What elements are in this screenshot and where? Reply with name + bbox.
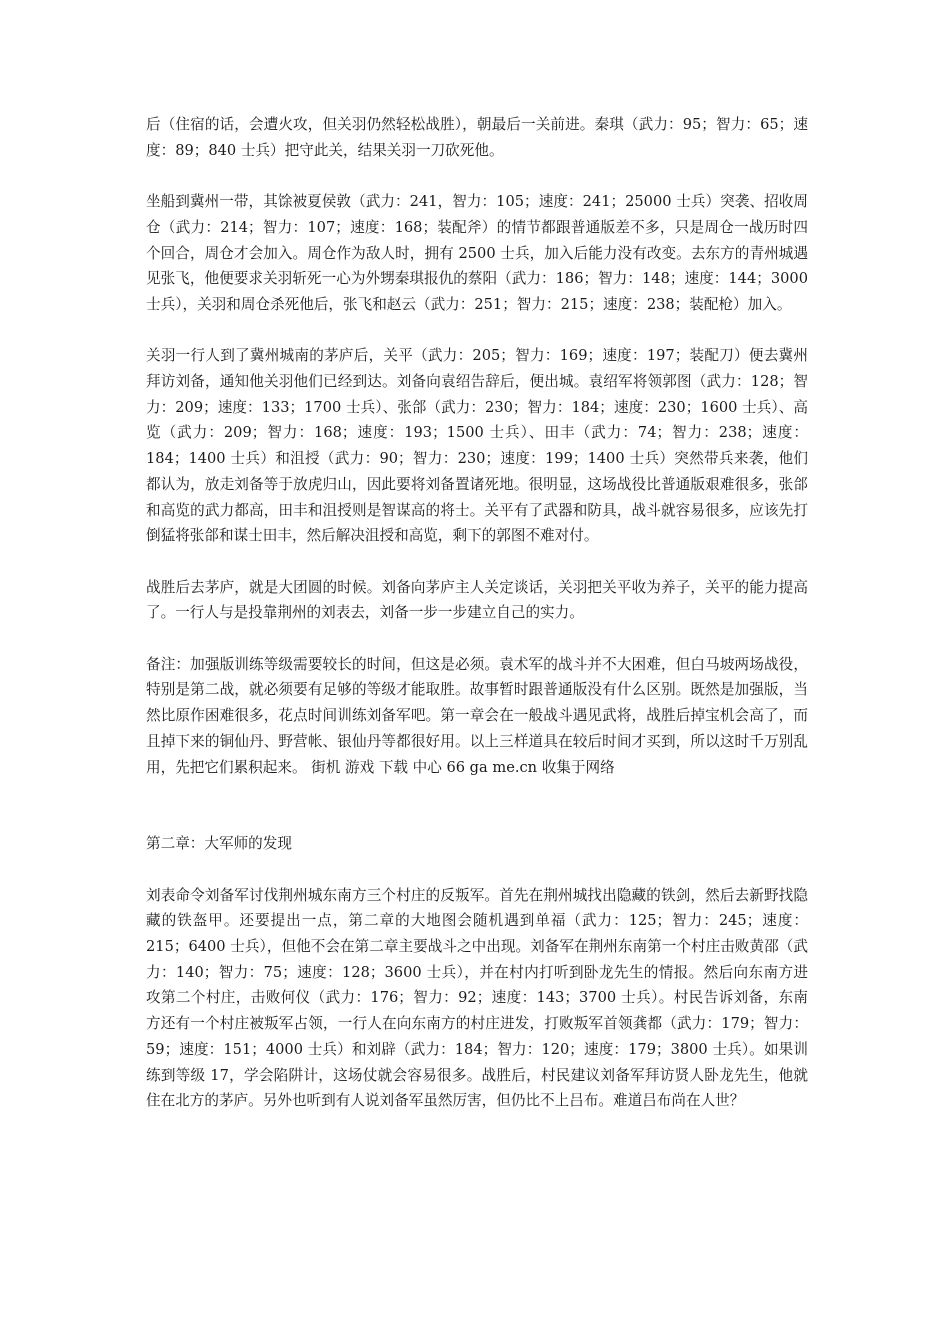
paragraph-jizhou-journey: 坐船到冀州一带，其馀被夏侯敦（武力：241，智力：105；速度：241；25000 士兵）突袭、招收周仓（武力：214；智力：107；速度：168；装配斧）的情节都跟普通版差不多，只是周仓一战历时四个回合，周仓才会加入。周仓作为敌人时，拥有 2500 士兵，加入后能力没有改变。去东方的青州城遇见张飞，他便要求关羽斩死一心为外甥秦琪报仇的蔡阳（武力：186；智力：148；速度：144；3000 士兵），关羽和周仓杀死他后，张飞和赵云（武力：251；智力：215；速度：238；装配枪）加入。	[146, 193, 808, 313]
chapter-2-body: 刘表命令刘备军讨伐荆州城东南方三个村庄的反叛军。首先在荆州城找出隐藏的铁剑，然后去新野找隐藏的铁盔甲。还要提出一点，第二章的大地图会随机遇到单福（武力：125；智力：245；速度：215；6400 士兵），但他不会在第二章主要战斗之中出现。刘备军在荆州东南第一个村庄击败黄邵（武力：140；智力：75；速度：128；3600 士兵），并在村内打听到卧龙先生的情报。然后向东南方进攻第二个村庄，击败何仪（武力：176；智力：92；速度：143；3700 士兵）。村民告诉刘备，东南方还有一个村庄被叛军占领，一行人在向东南方的村庄进发，打败叛军首领龚都（武力：179；智力：59；速度：151；4000 士兵）和刘辟（武力：184；智力：120；速度：179；3800 士兵）。如果训练到等级 17，学会陷阱计，这场仗就会容易很多。战胜后，村民建议刘备军拜访贤人卧龙先生，他就住在北方的茅庐。另外也听到有人说刘备军虽然厉害，但仍比不上吕布。难道吕布尚在人世？	[146, 886, 808, 1110]
paragraph-guanping-battle: 关羽一行人到了冀州城南的茅庐后，关平（武力：205；智力：169；速度：197；装配刀）便去冀州拜访刘备，通知他关羽他们已经到达。刘备向袁绍告辞后，便出城。袁绍军将领郭图（武力：128；智力：209；速度：133；1700 士兵）、张郃（武力：230；智力：184；速度：230；1600 士兵）、高览（武力：209；智力：168；速度：193；1500 士兵）、田丰（武力：74；智力：238；速度：184；1400 士兵）和沮授（武力：90；智力：230；速度：199；1400 士兵）突然带兵来袭，他们都认为，放走刘备等于放虎归山，因此要将刘备置诸死地。很明显，这场战役比普通版艰难很多，张郃和高览的武力都高，田丰和沮授则是智谋高的将士。关平有了武器和防具，战斗就容易很多，应该先打倒猛将张郃和谋士田丰，然后解决沮授和高览，剩下的郭图不难对付。	[146, 347, 808, 545]
chapter-2-title: 第二章：大军师的发现	[146, 835, 292, 853]
paragraph-notes: 备注：加强版训练等级需要较长的时间，但这是必须。袁术军的战斗并不大困难，但白马坡两场战役，特别是第二战，就必须要有足够的等级才能取胜。故事暂时跟普通版没有什么区别。既然是加强版，当然比原作困难很多，花点时间训练刘备军吧。第一章会在一般战斗遇见武将，战胜后掉宝机会高了，而且掉下来的铜仙丹、野营帐、银仙丹等都很好用。以上三样道具在较后时间才买到，所以这时千万别乱用，先把它们累积起来。 街机 游戏 下载 中心 66 ga me.cn 收集于网络	[146, 655, 808, 776]
document-page	[146, 112, 808, 1140]
paragraph-qinqi: 后（住宿的话，会遭火攻，但关羽仍然轻松战胜），朝最后一关前进。秦琪（武力：95；智力：65；速度：89；840 士兵）把守此关，结果关羽一刀砍死他。	[146, 116, 808, 159]
paragraph-reunion: 战胜后去茅庐，就是大团圆的时候。刘备向茅庐主人关定谈话，关羽把关平收为养子，关平的能力提高了。一行人与是投靠荆州的刘表去，刘备一步一步建立自己的实力。	[146, 578, 808, 622]
